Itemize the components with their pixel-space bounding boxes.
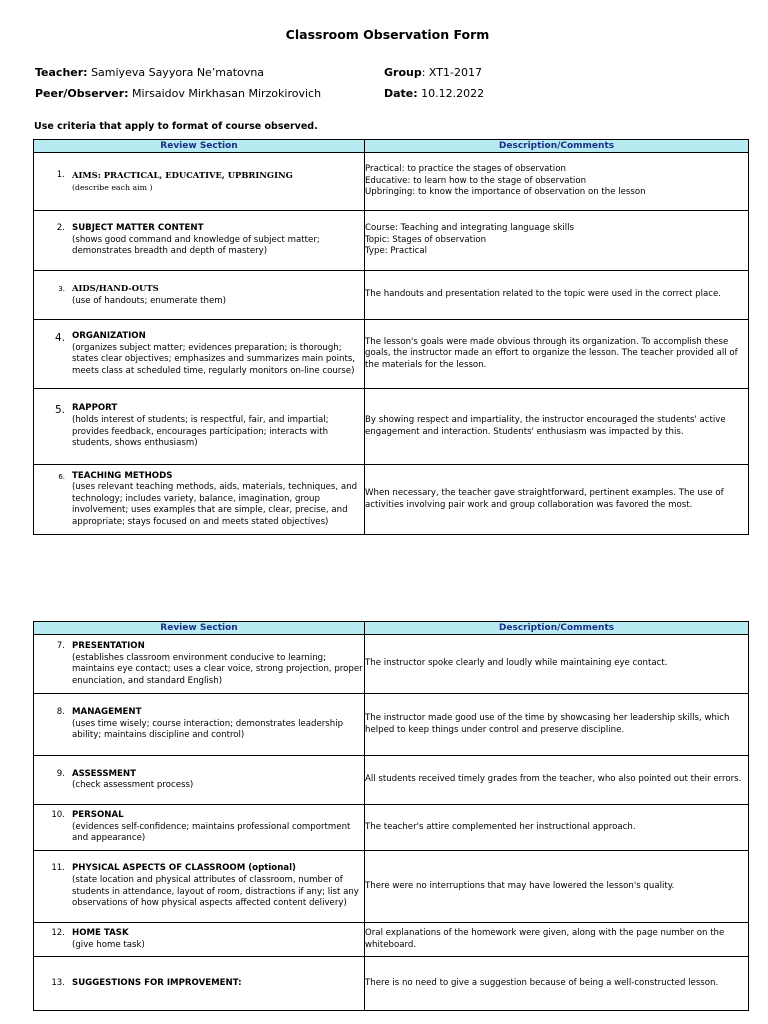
section-block [34,223,364,258]
comment-line: The instructor spoke clearly and loudly while maintaining eye contact. [365,658,668,669]
section-block [34,978,364,990]
section-title: HOME TASK [72,928,129,939]
comment-cell [365,271,749,320]
comment-cell [365,211,749,271]
comment-line: The instructor made good use of the time by showcasing her leadership skills, which helped to keep things under control and preserve discipline. [365,713,730,735]
group-line [384,66,482,79]
section-title: ASSESSMENT [72,768,136,779]
section-block [34,403,364,449]
observation-table-1 [33,139,749,535]
section-title: RAPPORT [72,403,118,414]
comment-line: Practical: to practice the stages of observation [365,164,566,175]
section-description: (organizes subject matter; evidences preparation; is thorough; states clear objectives; emphasizes and summarizes main points, meets class at scheduled time, regularly monitors on-line course) [72,342,356,376]
section-block [34,331,364,377]
table-row [34,694,749,756]
teacher-label: Teacher: [35,66,88,79]
section-description: (use of handouts; enumerate them) [72,295,226,306]
section-body [67,641,364,687]
section-title: PERSONAL [72,810,124,821]
date-value: 10.12.2022 [421,87,485,100]
section-description: (establishes classroom environment conducive to learning; maintains eye contact; uses a clear voice, strong projection, proper enunciation, and standard English) [72,652,363,686]
section-description: (state location and physical attributes of classroom, number of students in attendance, layout of room, distractions if any; list any observations of how physical aspects affected content delivery) [72,875,359,909]
form-title: Classroom Observation Form [285,27,490,42]
section-block [34,641,364,687]
comment-line: Course: Teaching and integrating language skills [365,223,575,234]
section-description: (shows good command and knowledge of subject matter; demonstrates breadth and depth of mastery) [72,234,320,257]
comment-cell [365,805,749,851]
table-row [34,635,749,694]
review-section-cell [34,153,365,211]
comment-cell [365,320,749,389]
table-row [34,957,749,1011]
section-number: 1. [56,170,65,181]
comment-line: The teacher's attire complemented her instructional approach. [365,821,636,832]
table-row [34,756,749,805]
section-title: MANAGEMENT [72,707,142,718]
section-number: 7. [56,640,65,651]
section-body [67,769,193,792]
observer-label: Peer/Observer: [35,87,129,100]
date-label: Date: [384,87,418,100]
comment-cell [365,851,749,923]
review-section-cell [34,694,365,756]
section-title: ORGANIZATION [72,330,146,341]
review-section-cell [34,271,365,320]
review-section-cell [34,389,365,465]
section-body [67,707,364,742]
section-body [67,978,242,990]
criteria-note: Use criteria that apply to format of course observed. [34,121,318,132]
comment-line: Topic: Stages of observation [365,234,487,245]
section-body [67,863,364,909]
comment-cell [365,465,749,535]
review-section-cell [34,465,365,535]
section-description: (uses relevant teaching methods, aids, materials, techniques, and technology; includes variety, balance, imagination, group involvement; uses examples that are simple, clear, precise, and appropriate; stays focused on and meets stated objectives) [72,482,358,528]
comment-cell [365,923,749,957]
review-section-cell [34,756,365,805]
review-section-cell [34,211,365,271]
section-body [67,223,364,258]
section-body [67,170,293,193]
section-block [34,810,364,845]
comment-line: When necessary, the teacher gave straightforward, pertinent examples. The use of activities involving pair work and group collaboration was favored the most. [365,488,724,510]
group-value: : XT1-2017 [421,66,482,79]
section-number: 8. [56,707,65,718]
review-section-header: Review Section [34,622,365,635]
section-body [67,331,364,377]
table-row [34,465,749,535]
table-row [34,923,749,957]
comment-line: The handouts and presentation related to the topic were used in the correct place. [365,289,722,300]
description-header: Description/Comments [365,140,749,153]
section-body [67,283,226,307]
observer-line [35,87,321,100]
table-row [34,271,749,320]
section-body [67,810,364,845]
section-title: PHYSICAL ASPECTS OF CLASSROOM (optional) [72,863,296,874]
comment-line: Type: Practical [365,246,428,257]
comment-line: The lesson's goals were made obvious through its organization. To accomplish these goals, the instructor made an effort to organize the lesson. The teacher provided all of the materials for the lesson. [365,336,738,370]
review-section-cell [34,805,365,851]
date-line [384,87,484,100]
table-row [34,805,749,851]
section-number: 3. [58,285,65,294]
table-row [34,389,749,465]
section-block [34,863,364,909]
section-description: (describe each aim ) [72,182,153,192]
section-title: SUGGESTIONS FOR IMPROVEMENT: [72,977,242,988]
section-title: TEACHING METHODS [72,470,173,481]
review-section-header: Review Section [34,140,365,153]
section-block [34,707,364,742]
section-number: 9. [56,768,65,779]
review-section-cell [34,957,365,1011]
section-number: 12. [51,928,65,939]
section-body [67,403,364,449]
section-block [34,471,364,529]
group-label: Group [384,66,422,79]
section-description: (uses time wisely; course interaction; demonstrates leadership ability; maintains discipline and control) [72,718,344,741]
comment-cell [365,635,749,694]
section-number: 13. [51,977,65,988]
teacher-line [35,66,264,79]
section-number: 6. [58,472,65,481]
section-number: 11. [51,863,65,874]
section-description: (give home task) [72,939,145,950]
observer-name: Mirsaidov Mirkhasan Mirzokirovich [132,87,322,100]
observation-table-2 [33,621,749,1011]
section-title: PRESENTATION [72,640,145,651]
comment-line: Oral explanations of the homework were given, along with the page number on the whiteboard. [365,928,725,950]
section-description: (evidences self-confidence; maintains professional comportment and appearance) [72,821,351,844]
comment-line: There is no need to give a suggestion because of being a well-constructed lesson. [365,977,719,988]
section-block [34,283,364,307]
table-row [34,153,749,211]
review-section-cell [34,923,365,957]
section-title: SUBJECT MATTER CONTENT [72,223,204,234]
section-number: 4. [54,331,65,344]
section-block [34,170,364,193]
section-title: AIDS/HAND-OUTS [72,283,159,294]
review-section-cell [34,320,365,389]
section-body [67,928,145,951]
section-block [34,769,364,792]
comment-line: Upbringing: to know the importance of observation on the lesson [365,187,646,198]
table-row [34,320,749,389]
comment-cell [365,957,749,1011]
review-section-cell [34,635,365,694]
section-description: (holds interest of students; is respectful, fair, and impartial; provides feedback, encourages participation; interacts with students, shows enthusiasm) [72,415,329,449]
comment-line: Educative: to learn how to the stage of observation [365,175,587,186]
comment-cell [365,153,749,211]
section-title: AIMS: PRACTICAL, EDUCATIVE, UPBRINGING [72,170,293,181]
description-header: Description/Comments [365,622,749,635]
section-block [34,928,364,951]
comment-line: There were no interruptions that may have lowered the lesson's quality. [365,880,675,891]
table-row [34,211,749,271]
teacher-name: Samiyeva Sayyora Ne’matovna [91,66,265,79]
section-number: 2. [56,223,65,234]
comment-cell [365,389,749,465]
review-section-cell [34,851,365,923]
section-description: (check assessment process) [72,780,194,791]
comment-line: By showing respect and impartiality, the instructor encouraged the students' active engagement and interaction. Students' enthusiasm was impacted by this. [365,415,726,437]
section-body [67,471,364,529]
comment-line: All students received timely grades from the teacher, who also pointed out their errors. [365,774,742,785]
comment-cell [365,756,749,805]
section-number: 5. [54,404,65,417]
table-row [34,851,749,923]
section-number: 10. [51,810,65,821]
comment-cell [365,694,749,756]
